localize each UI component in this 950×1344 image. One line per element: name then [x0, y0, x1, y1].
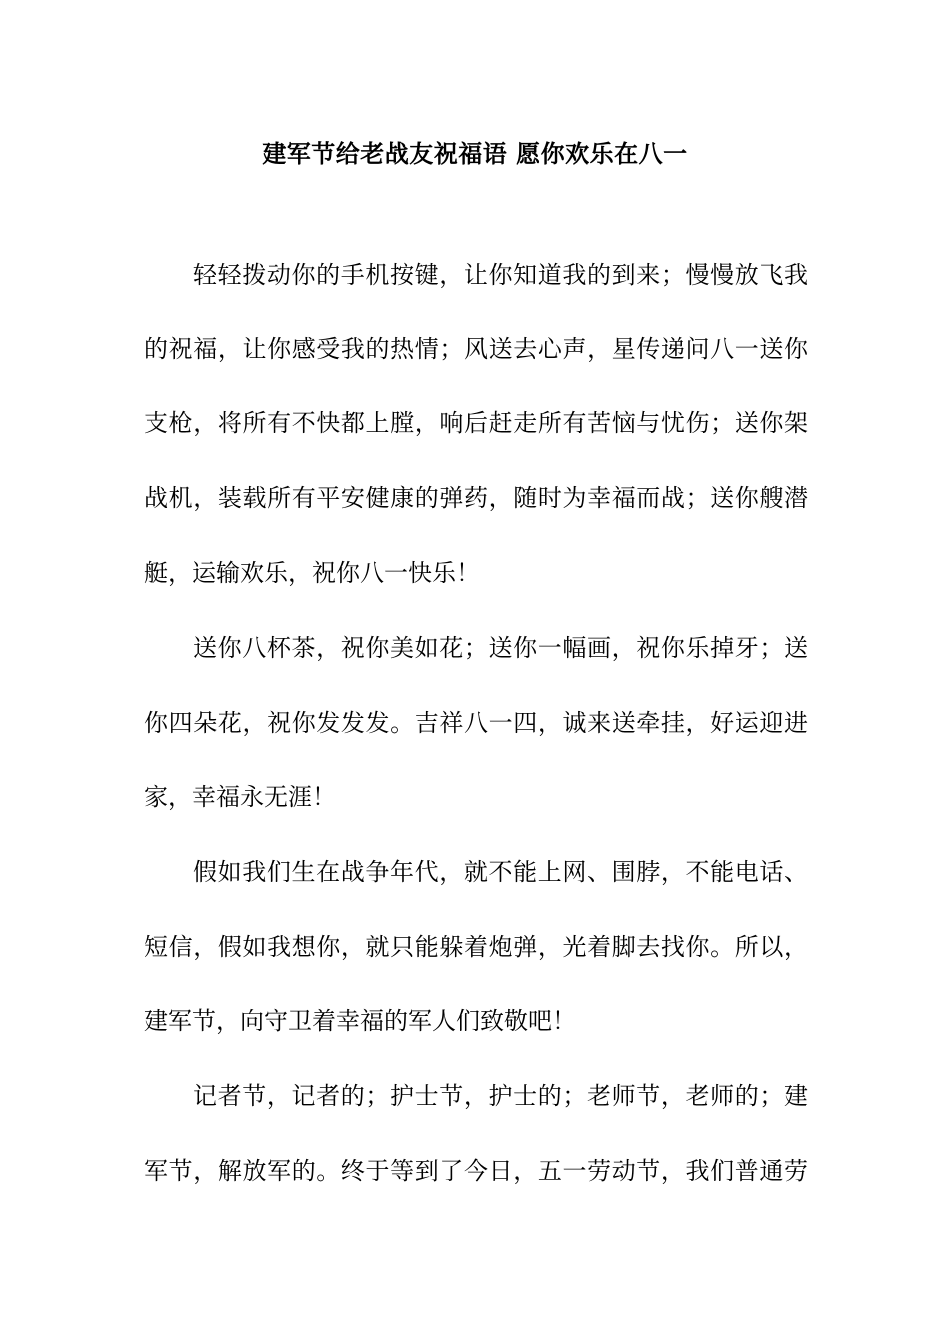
paragraph-line: 战机，装载所有平安健康的弹药，随时为幸福而战；送你艘潜	[144, 484, 808, 512]
document-title: 建军节给老战友祝福语 愿你欢乐在八一	[262, 139, 688, 168]
paragraph-line: 你四朵花，祝你发发发。吉祥八一四，诚来送牵挂，好运迎进	[144, 709, 808, 737]
paragraph-line: 的祝福，让你感受我的热情；风送去心声，星传递问八一送你	[144, 335, 808, 363]
paragraph-line: 轻轻拨动你的手机按键，让你知道我的到来；慢慢放飞我	[193, 261, 808, 289]
paragraph-line: 建军节，向守卫着幸福的军人们致敬吧！	[144, 1007, 576, 1035]
paragraph-line: 艇，运输欢乐，祝你八一快乐！	[144, 559, 480, 587]
paragraph-line: 支枪，将所有不快都上膛，响后赶走所有苦恼与忧伤；送你架	[144, 409, 808, 437]
paragraph-line: 家，幸福永无涯！	[144, 783, 336, 811]
paragraph-line: 送你八杯茶，祝你美如花；送你一幅画，祝你乐掉牙；送	[193, 634, 808, 662]
paragraph-line: 假如我们生在战争年代，就不能上网、围脖，不能电话、	[193, 858, 808, 886]
paragraph-line: 记者节，记者的；护士节，护士的；老师节，老师的；建	[193, 1082, 808, 1110]
paragraph-line: 军节，解放军的。终于等到了今日，五一劳动节，我们普通劳	[144, 1157, 808, 1185]
paragraph-line: 短信，假如我想你，就只能躲着炮弹，光着脚去找你。所以，	[144, 933, 808, 961]
